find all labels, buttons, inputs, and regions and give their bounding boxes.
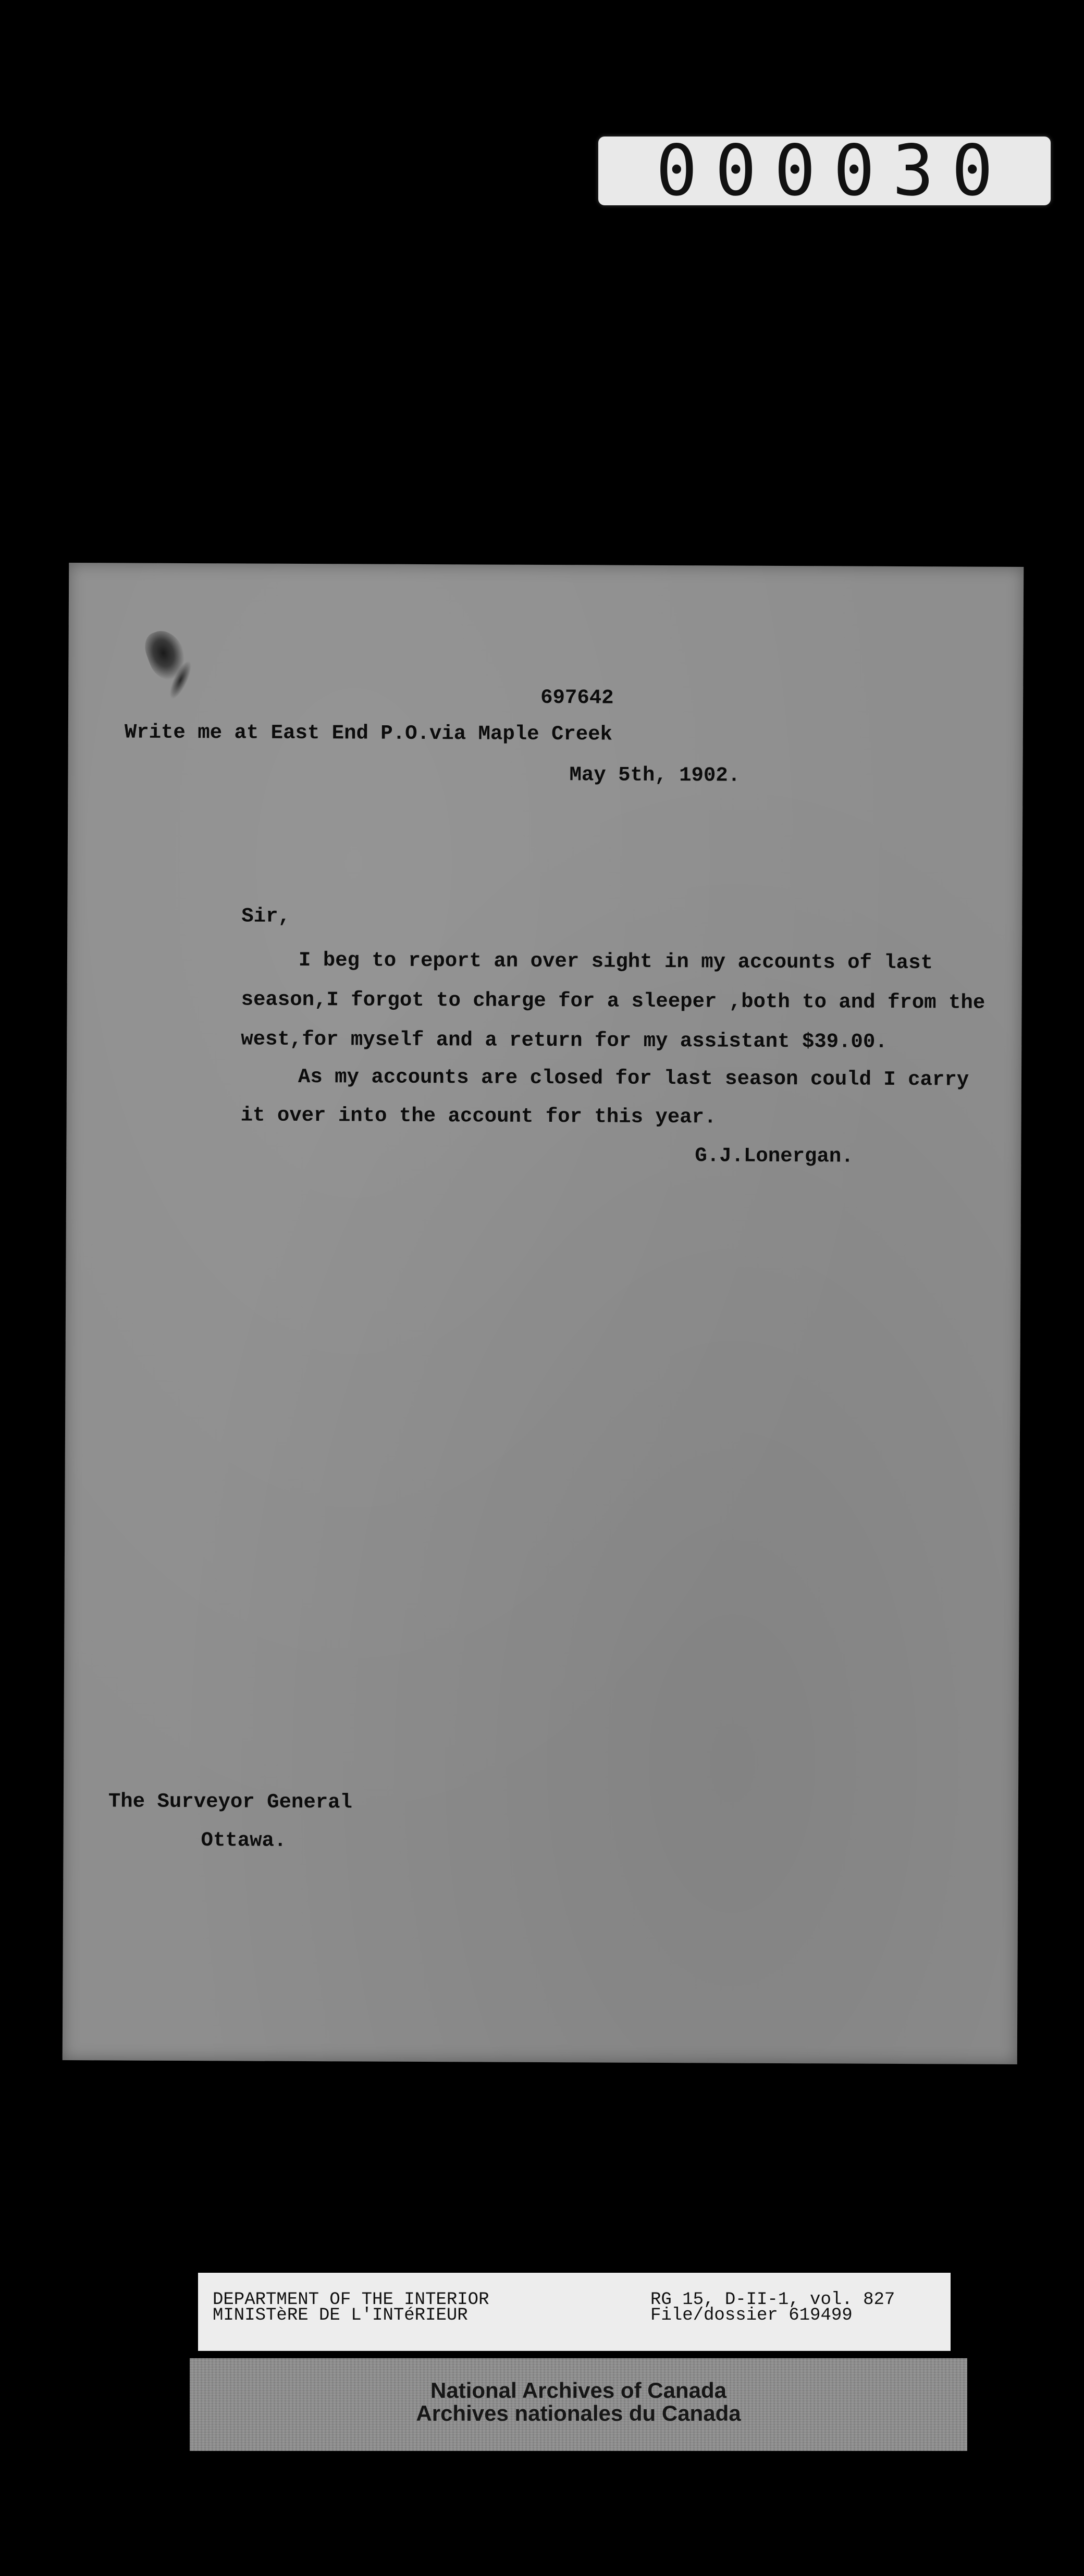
signature: G.J.Lonergan. xyxy=(695,1144,854,1168)
national-archives-banner xyxy=(190,2358,967,2451)
body-line: it over into the account for this year. xyxy=(240,1104,717,1129)
archives-name-fr: Archives nationales du Canada xyxy=(416,2401,741,2425)
file-dossier-reference: File/dossier 619499 xyxy=(650,2306,853,2325)
letter-date: May 5th, 1902. xyxy=(569,763,741,787)
body-line: As my accounts are closed for last season could I carry xyxy=(298,1065,969,1092)
department-en: DEPARTMENT OF THE INTERIOR xyxy=(213,2290,489,2310)
recipient-title: The Surveyor General xyxy=(108,1790,353,1814)
salutation: Sir, xyxy=(241,905,291,928)
archive-reference-label xyxy=(198,2273,951,2351)
frame-number-label xyxy=(598,130,1051,212)
frame-number: 000030 xyxy=(656,130,1011,212)
body-line: I beg to report an over sight in my accounts of last xyxy=(298,948,933,975)
return-address: Write me at East End P.O.via Maple Creek xyxy=(124,721,613,746)
body-line: season,I forgot to charge for a sleeper ,both to and from the xyxy=(241,988,986,1014)
record-group-reference: RG 15, D-II-1, vol. 827 xyxy=(650,2290,895,2310)
file-number: 697642 xyxy=(540,686,614,710)
recipient-city: Ottawa. xyxy=(201,1829,287,1852)
department-fr: MINISTèRE DE L'INTéRIEUR xyxy=(213,2306,468,2325)
archives-name-en: National Archives of Canada xyxy=(430,2378,726,2402)
letter-page xyxy=(63,563,1024,2064)
body-line: west,for myself and a return for my assistant $39.00. xyxy=(241,1027,888,1054)
